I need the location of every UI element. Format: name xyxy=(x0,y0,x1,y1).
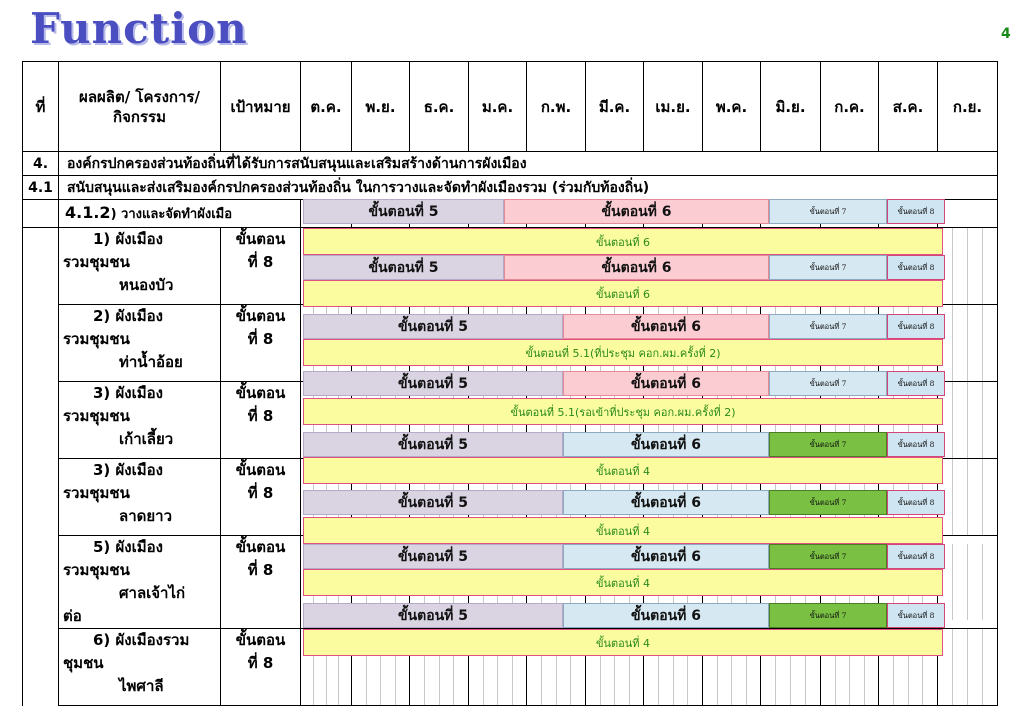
gantt-bar-a0-s7 xyxy=(769,199,887,224)
gantt-bar-p3-s7 xyxy=(769,371,887,396)
gantt-bar-label: ขั้นตอนที่ 4 xyxy=(595,636,651,650)
header-month: มี.ค. xyxy=(586,62,644,152)
gantt-bar-p6-s8 xyxy=(887,544,945,569)
month-cell xyxy=(938,305,998,382)
gantt-bar-p3-s6 xyxy=(563,371,769,396)
gantt-bar-p8-plan xyxy=(303,629,943,656)
gantt-bar-label: ขั้นตอนที่ 7 xyxy=(809,439,847,449)
gantt-bar-label: ขั้นตอนที่ 5.1(รอเข้าที่ประชุม คอก.ผม.ครั้งที่ 2) xyxy=(510,405,736,419)
section-row xyxy=(23,152,998,176)
gantt-bar-p7-s6 xyxy=(563,603,769,628)
gantt-bar-label: ขั้นตอนที่ 8 xyxy=(897,610,935,620)
gantt-bar-label: ขั้นตอนที่ 8 xyxy=(897,551,935,561)
gantt-bar-p1-s6 xyxy=(504,255,769,280)
gantt-bar-p2-s5 xyxy=(303,314,563,339)
gantt-bar-label: ขั้นตอนที่ 5 xyxy=(397,436,469,453)
gantt-bar-p2-s6 xyxy=(563,314,769,339)
project-target: ขั้นตอนที่ 8 xyxy=(221,382,301,459)
gantt-bar-label: ขั้นตอนที่ 4 xyxy=(595,464,651,478)
header-month: พ.ย. xyxy=(352,62,410,152)
project-name-line: รวมชุมชน xyxy=(63,484,130,502)
gantt-bar-label: ขั้นตอนที่ 8 xyxy=(897,321,935,331)
project-name-line: หนองบัว xyxy=(119,276,174,294)
gantt-bar-label: ขั้นตอนที่ 8 xyxy=(897,378,935,388)
section-title: สนับสนุนและส่งเสริมองค์กรปกครองส่วนท้องถิ่น ในการวางและจัดทำผังเมืองรวม (ร่วมกับท้องถิ่น) xyxy=(59,176,998,200)
header-row xyxy=(23,62,998,152)
project-name-line: ไพศาลี xyxy=(119,677,164,695)
gantt-bar-label: ขั้นตอนที่ 6 xyxy=(630,607,702,624)
section-title: องค์กรปกครองส่วนท้องถิ่นที่ได้รับการสนับสนุนและเสริมสร้างด้านการผังเมือง xyxy=(59,152,998,176)
month-cell xyxy=(938,228,998,305)
gantt-bar-p7-s7 xyxy=(769,603,887,628)
gantt-bar-p1-plan xyxy=(303,228,943,255)
gantt-bar-label: ขั้นตอนที่ 7 xyxy=(809,321,847,331)
gantt-bar-p1-s8 xyxy=(887,255,945,280)
gantt-bar-label: ขั้นตอนที่ 7 xyxy=(809,378,847,388)
gantt-bar-p4-plan xyxy=(303,398,943,425)
gantt-bar-label: ขั้นตอนที่ 7 xyxy=(809,610,847,620)
gantt-bar-p4-s6 xyxy=(563,432,769,457)
gantt-bar-label: ขั้นตอนที่ 5 xyxy=(397,607,469,624)
header-month: ก.ค. xyxy=(821,62,879,152)
gantt-bar-label: ขั้นตอนที่ 8 xyxy=(897,497,935,507)
gantt-bar-label: ขั้นตอนที่ 8 xyxy=(897,206,935,216)
gantt-bar-label: ขั้นตอนที่ 6 xyxy=(595,287,651,301)
gantt-bar-label: ขั้นตอนที่ 6 xyxy=(630,375,702,392)
gantt-bar-label: ขั้นตอนที่ 6 xyxy=(630,436,702,453)
gantt-bar-label: ขั้นตอนที่ 5 xyxy=(397,318,469,335)
project-name-line: 5) ผังเมือง xyxy=(93,538,163,556)
header-month: ม.ค. xyxy=(469,62,527,152)
month-cell xyxy=(938,459,998,536)
gantt-bar-label: ขั้นตอนที่ 7 xyxy=(809,262,847,272)
section-row xyxy=(23,176,998,200)
project-name-line: เก้าเลี้ยว xyxy=(119,430,174,448)
header-no: ที่ xyxy=(23,62,59,152)
gantt-bar-p7-s5 xyxy=(303,603,563,628)
gantt-bar-p6-s6 xyxy=(563,544,769,569)
gantt-bar-p5-s5 xyxy=(303,490,563,515)
gantt-bar-label: ขั้นตอนที่ 5 xyxy=(368,259,439,276)
gantt-bar-label: ขั้นตอนที่ 5 xyxy=(397,548,469,565)
gantt-bar-label: ขั้นตอนที่ 8 xyxy=(897,439,935,449)
gantt-bar-p5-s7 xyxy=(769,490,887,515)
header-month: พ.ค. xyxy=(703,62,761,152)
project-name-line: ศาลเจ้าไก่ xyxy=(119,584,186,602)
gantt-bar-p6-plan xyxy=(303,517,943,544)
header-product: ผลผลิต/ โครงการ/ กิจกรรม xyxy=(59,62,221,152)
project-name-line: รวมชุมชน xyxy=(63,407,130,425)
project-name-line: 1) ผังเมือง xyxy=(93,230,163,248)
project-name xyxy=(59,629,221,706)
gantt-bar-label: ขั้นตอนที่ 7 xyxy=(809,497,847,507)
project-name-line: รวมชุมชน xyxy=(63,253,130,271)
gantt-bar-label: ขั้นตอนที่ 6 xyxy=(601,203,672,220)
activity-text: ) วางและจัดทำผังเมือ xyxy=(110,207,233,222)
gantt-bar-label: ขั้นตอนที่ 7 xyxy=(809,206,847,216)
project-name xyxy=(59,536,221,629)
header-month: ต.ค. xyxy=(301,62,352,152)
project-name-line: 6) ผังเมืองรวม xyxy=(93,631,190,649)
gantt-bar-a0-s8 xyxy=(887,199,945,224)
gantt-bar-p7-plan xyxy=(303,569,943,596)
gantt-bar-a0-s5 xyxy=(303,199,504,224)
gantt-bar-label: ขั้นตอนที่ 5 xyxy=(368,203,439,220)
gantt-bar-label: ขั้นตอนที่ 6 xyxy=(601,259,672,276)
schedule-sheet xyxy=(22,61,1007,708)
page-number: 4 xyxy=(1001,26,1011,42)
gantt-bar-label: ขั้นตอนที่ 7 xyxy=(809,551,847,561)
project-target: ขั้นตอนที่ 8 xyxy=(221,536,301,629)
month-cell xyxy=(938,629,998,706)
project-name-line: รวมชุมชน xyxy=(63,561,130,579)
gantt-bar-p5-plan xyxy=(303,457,943,484)
gantt-bar-p5-s6 xyxy=(563,490,769,515)
gantt-bar-a0-s6 xyxy=(504,199,769,224)
project-name-line: รวมชุมชน xyxy=(63,330,130,348)
gantt-bar-p3-plan xyxy=(303,339,943,366)
section-number: 4. xyxy=(23,152,59,176)
project-name-line: ชุมชน xyxy=(63,654,104,672)
section-number: 4.1 xyxy=(23,176,59,200)
project-name-line: ต่อ xyxy=(63,607,82,625)
activity-title xyxy=(59,200,301,228)
gantt-bar-label: ขั้นตอนที่ 5.1(ที่ประชุม คอก.ผม.ครั้งที่ 2) xyxy=(525,346,721,360)
project-name xyxy=(59,382,221,459)
gantt-bar-p4-s8 xyxy=(887,432,945,457)
gantt-bar-label: ขั้นตอนที่ 6 xyxy=(595,235,651,249)
gantt-bar-label: ขั้นตอนที่ 6 xyxy=(630,318,702,335)
gantt-bar-p1-s5 xyxy=(303,255,504,280)
project-target: ขั้นตอนที่ 8 xyxy=(221,629,301,706)
header-month: ส.ค. xyxy=(879,62,938,152)
gantt-bar-p7-s8 xyxy=(887,603,945,628)
project-target: ขั้นตอนที่ 8 xyxy=(221,305,301,382)
project-name xyxy=(59,459,221,536)
activity-number: 4.1.2 xyxy=(65,203,111,222)
gantt-bar-label: ขั้นตอนที่ 5 xyxy=(397,375,469,392)
gantt-bar-p3-s8 xyxy=(887,371,945,396)
gantt-bar-p1-s7 xyxy=(769,255,887,280)
gantt-bar-label: ขั้นตอนที่ 6 xyxy=(630,548,702,565)
project-name xyxy=(59,305,221,382)
project-name-line: ลาดยาว xyxy=(119,507,172,525)
gantt-bar-p2-s7 xyxy=(769,314,887,339)
gantt-bar-p2-plan xyxy=(303,280,943,307)
month-cell xyxy=(938,536,998,629)
page-title: Function xyxy=(30,4,248,53)
month-cell xyxy=(938,382,998,459)
header-month: มิ.ย. xyxy=(761,62,821,152)
gantt-bar-p6-s5 xyxy=(303,544,563,569)
project-target: ขั้นตอนที่ 8 xyxy=(221,228,301,305)
gantt-bar-p2-s8 xyxy=(887,314,945,339)
header-month: ก.ย. xyxy=(938,62,998,152)
gantt-bar-p5-s8 xyxy=(887,490,945,515)
project-target: ขั้นตอนที่ 8 xyxy=(221,459,301,536)
gantt-bar-p4-s7 xyxy=(769,432,887,457)
project-name-line: 3) ผังเมือง xyxy=(93,384,163,402)
header-month: ธ.ค. xyxy=(410,62,469,152)
header-month: ก.พ. xyxy=(527,62,586,152)
project-name-line: ท่าน้ำอ้อย xyxy=(119,353,183,371)
gantt-bar-label: ขั้นตอนที่ 8 xyxy=(897,262,935,272)
gantt-bar-label: ขั้นตอนที่ 5 xyxy=(397,494,469,511)
gantt-bar-p3-s5 xyxy=(303,371,563,396)
project-name-line: 3) ผังเมือง xyxy=(93,461,163,479)
project-name xyxy=(59,228,221,305)
project-name-line: 2) ผังเมือง xyxy=(93,307,163,325)
gantt-bar-label: ขั้นตอนที่ 4 xyxy=(595,524,651,538)
gantt-bar-p4-s5 xyxy=(303,432,563,457)
gantt-bar-label: ขั้นตอนที่ 4 xyxy=(595,576,651,590)
gantt-bar-p6-s7 xyxy=(769,544,887,569)
header-target: เป้าหมาย xyxy=(221,62,301,152)
gantt-bar-label: ขั้นตอนที่ 6 xyxy=(630,494,702,511)
header-month: เม.ย. xyxy=(644,62,703,152)
